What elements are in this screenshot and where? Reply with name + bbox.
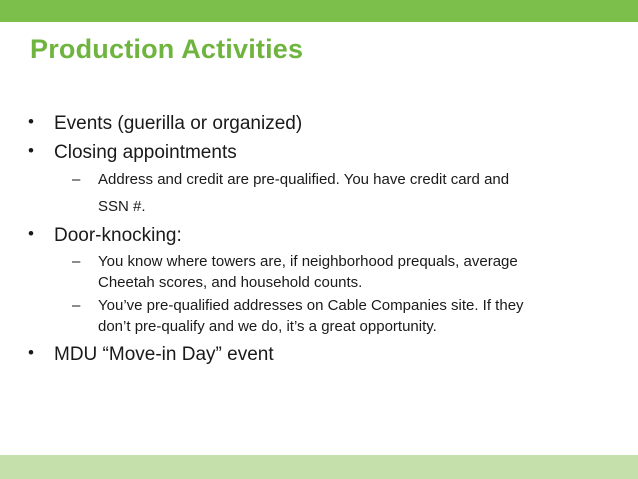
sub-bullet-list [54,251,608,337]
bullet-dot-icon: • [28,141,34,160]
bottom-accent-bar [0,455,638,479]
sub-bullet-item [72,251,608,293]
sub-bullet-line: You know where towers are, if neighborhood prequals, average [98,253,518,270]
sub-bullet-list [54,168,608,218]
dash-icon: – [72,171,81,188]
sub-bullet-line: don’t pre-qualify and we do, it’s a great opportunity. [98,318,437,335]
bullet-dot-icon: • [28,112,34,131]
sub-bullet-line: Cheetah scores, and household counts. [98,274,363,291]
sub-bullet-line: SSN #. [98,198,146,215]
bullet-dot-icon: • [28,224,34,243]
bullet-text: Closing appointments [54,142,237,163]
bullet-item [28,142,608,218]
top-accent-bar [0,0,638,22]
bullet-text: MDU “Move-in Day” event [54,344,274,365]
bullet-list [28,113,608,373]
bullet-text: Door-knocking: [54,225,182,246]
slide-title: Production Activities [30,34,304,64]
bullet-item [28,344,608,366]
sub-bullet-item [72,295,608,337]
sub-bullet-line: You’ve pre-qualified addresses on Cable Companies site. If they [98,297,524,314]
bullet-item [28,225,608,337]
sub-bullet-item [72,168,608,218]
dash-icon: – [72,253,81,270]
dash-icon: – [72,297,81,314]
bullet-dot-icon: • [28,343,34,362]
bullet-text: Events (guerilla or organized) [54,113,303,134]
sub-bullet-line: Address and credit are pre-qualified. You have credit card and [98,171,510,188]
bullet-item [28,113,608,135]
